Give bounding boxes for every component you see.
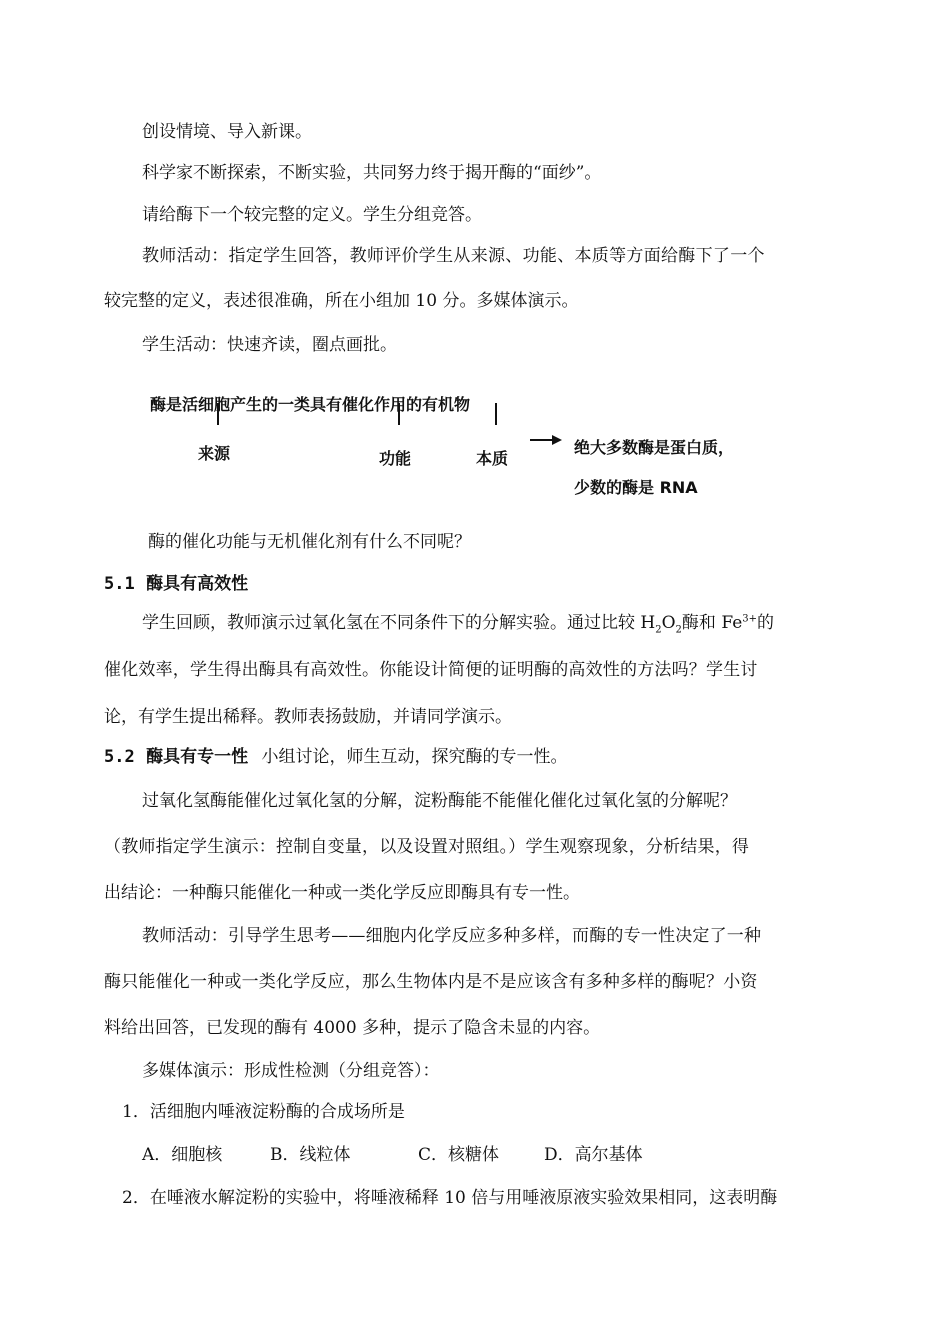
quiz-question-1-option-c: C．核糖体	[418, 1145, 500, 1165]
intro-paragraph-4-line-1: 教师活动：指定学生回答，教师评价学生从来源、功能、本质等方面给酶下了一个	[142, 246, 765, 266]
intro-paragraph-1: 创设情境、导入新课。	[142, 122, 312, 142]
section-5-1-title: 酶具有高效性	[146, 574, 249, 594]
intro-paragraph-4-line-2: 较完整的定义，表述很准确，所在小组加 10 分。多媒体演示。	[104, 291, 579, 311]
section-5-1-line-1: 学生回顾，教师演示过氧化氢在不同条件下的分解实验。通过比较 $H_2O_2$酶和 $Fe^{3+}$的	[142, 613, 775, 636]
diagram-label-source: 来源	[198, 444, 231, 463]
section-5-2-title-tail: 小组讨论，师生互动，探究酶的专一性。	[261, 747, 568, 767]
section-5-1-line-2: 催化效率，学生得出酶具有高效性。你能设计简便的证明酶的高效性的方法吗？学生讨	[104, 660, 758, 680]
diagram-label-essence: 本质	[476, 449, 509, 468]
section-5-1-heading	[104, 573, 248, 595]
section-5-2-p2-line-3: 料给出回答，已发现的酶有 4000 多种，提示了隐含未显的内容。	[104, 1018, 601, 1038]
section-5-2-p3: 多媒体演示：形成性检测（分组竞答）：	[142, 1061, 440, 1081]
section-5-2-title: 酶具有专一性	[146, 747, 249, 767]
essence-right-arrow-head	[552, 435, 562, 445]
quiz-question-2: 2．在唾液水解淀粉的实验中，将唾液稀释 10 倍与用唾液原液实验效果相同，这表明酶	[122, 1188, 778, 1208]
quiz-question-1-option-d: D．高尔基体	[544, 1145, 643, 1165]
comparison-question: 酶的催化功能与无机催化剂有什么不同呢？	[148, 532, 471, 552]
section-5-2-p1-line-2: （教师指定学生演示：控制自变量，以及设置对照组。）学生观察现象，分析结果，得	[104, 837, 750, 857]
section-5-2-p2-line-2: 酶只能催化一种或一类化学反应，那么生物体内是不是应该含有多种多样的酶呢？小资	[104, 972, 758, 992]
section-5-2-number: 5.2	[104, 747, 135, 767]
diagram-definition: 酶是活细胞产生的一类具有催化作用的有机物	[150, 395, 471, 414]
intro-paragraph-3: 请给酶下一个较完整的定义。学生分组竞答。	[142, 205, 482, 225]
diagram-label-function: 功能	[379, 449, 412, 468]
section-5-2-p1-line-1: 过氧化氢酶能催化过氧化氢的分解，淀粉酶能不能催化催化过氧化氢的分解呢？	[142, 791, 737, 811]
intro-paragraph-5: 学生活动：快速齐读，圈点画批。	[142, 335, 397, 355]
section-5-2-p2-line-1: 教师活动：引导学生思考——细胞内化学反应多种多样，而酶的专一性决定了一种	[142, 926, 762, 946]
quiz-question-1: 1．活细胞内唾液淀粉酶的合成场所是	[122, 1102, 405, 1122]
diagram-essence-line-1: 绝大多数酶是蛋白质，	[574, 438, 735, 457]
section-5-1-number: 5.1	[104, 574, 135, 594]
intro-paragraph-2: 科学家不断探索，不断实验，共同努力终于揭开酶的“面纱”。	[142, 163, 602, 183]
section-5-1-line-3: 论，有学生提出稀释。教师表扬鼓励，并请同学演示。	[104, 707, 512, 727]
quiz-question-1-option-b: B．线粒体	[270, 1145, 351, 1165]
section-5-2-heading	[104, 746, 568, 768]
diagram-essence-line-2: 少数的酶是 RNA	[574, 478, 698, 497]
section-5-2-p1-line-3: 出结论：一种酶只能催化一种或一类化学反应即酶具有专一性。	[104, 883, 580, 903]
quiz-question-1-option-a: A．细胞核	[142, 1145, 223, 1165]
